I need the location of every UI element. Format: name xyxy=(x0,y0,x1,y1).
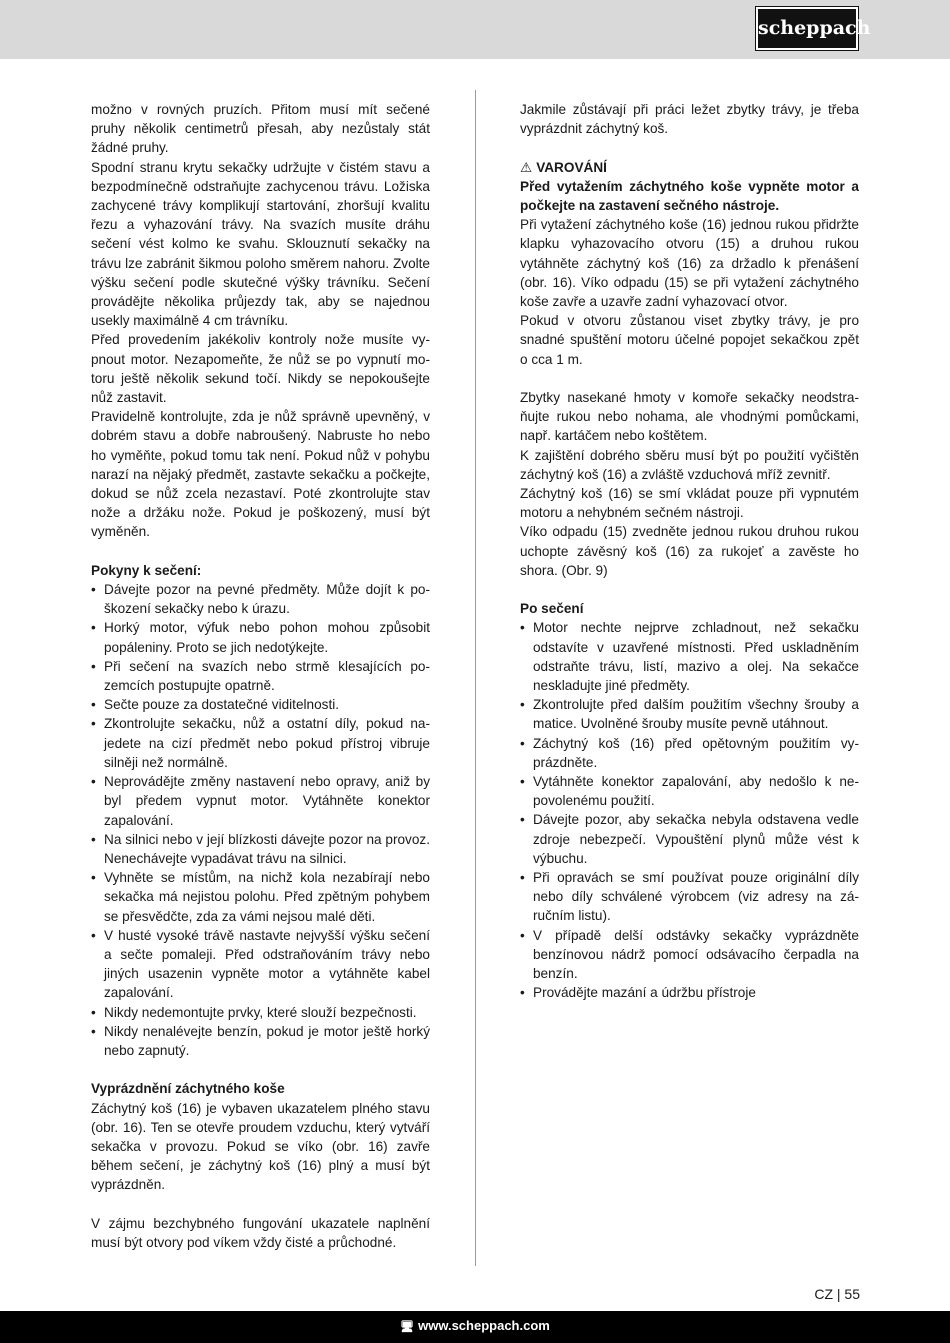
list-item: • Motor nechte nejprve zchladnout, než sekačku odstavíte v uzavřené místnosti. Před uskladněním odstraňte trávu, listí, mazivo a olej. Na sekačce neskladujte jiné předměty. xyxy=(520,618,859,695)
list-item: • Na silnici nebo v její blízkosti dávejte pozor na provoz. Nenechávejte vypadávat trávu na silnici. xyxy=(91,830,430,868)
paragraph: Jakmile zůstávají při práci ležet zbytky trávy, je třeba vyprázdnit záchytný koš. xyxy=(520,102,859,137)
list-item: • Horký motor, výfuk nebo pohon mohou způsobit popáleniny. Proto se jich nedotýkejte. xyxy=(91,618,430,656)
paragraph: Pokud v otvoru zůstanou viset zbytky trávy, je pro snadné spuštění motoru účelné popojet sekačkou zpět o cca 1 m. xyxy=(520,313,859,367)
list-item: • Zkontrolujte sekačku, nůž a ostatní díly, pokud najedete na cizí předmět nebo pokud přístroj vibruje silněji než normálně. xyxy=(91,714,430,772)
list-item: • Neprovádějte změny nastavení nebo opravy, aniž by byl předem vypnut motor. Vytáhněte konektor zapalování. xyxy=(91,772,430,830)
list-item: • Provádějte mazání a údržbu přístroje xyxy=(520,983,859,1002)
section-heading-emptying: Vyprázdnění záchytného koše xyxy=(91,1081,285,1097)
brand-logo: scheppach xyxy=(756,7,858,50)
header-bar xyxy=(0,0,950,59)
paragraph: Pravidelně kontrolujte, zda je nůž správně upevněný, v dobrém stavu a dobře nabroušený. Nabruste ho nebo ho vyměňte, pokud tomu tak není. Pokud nůž v pohybu narazí na nějaký předmět, zastavte sekačku a počkejte, dokud se nůž zcela nezastaví. Poté zkontrolujte stav nože a držáku nože. Pokud je poškozený, musí být vyměněn. xyxy=(91,409,430,540)
list-item: • Nikdy nedemontujte prvky, které slouží bezpečnosti. xyxy=(91,1003,430,1022)
footer-bar xyxy=(0,1311,950,1343)
list-item: • Záchytný koš (16) před opětovným použitím vyprázdněte. xyxy=(520,734,859,772)
website-url[interactable]: www.scheppach.com xyxy=(418,1318,550,1333)
left-column xyxy=(91,100,430,1252)
after-mowing-list xyxy=(520,618,859,1002)
list-item: • Při sečení na svazích nebo strmě klesajících pozemcích postupujte opatrně. xyxy=(91,657,430,695)
warning-icon: ⚠ xyxy=(520,159,533,175)
section-heading-after-mowing: Po sečení xyxy=(520,601,584,617)
paragraph: Víko odpadu (15) zvedněte jednou rukou druhou rukou uchopte závěsný koš (16) za rukojeť a zavěste ho shora. (Obr. 9) xyxy=(520,524,859,578)
paragraph: Záchytný koš (16) je vybaven ukazatelem plného stavu (obr. 16). Ten se otevře proudem vzduchu, který vytváří sekačka v provozu. Pokud se víko (obr. 16) zavře během sečení, je záchytný koš (16) plný a musí být vyprázdněn. xyxy=(91,1100,430,1193)
list-item: • Zkontrolujte před dalším použitím všechny šrouby a matice. Uvolněné šrouby musíte pevně utáhnout. xyxy=(520,695,859,733)
list-item: • V případě delší odstávky sekačky vyprázdněte benzínovou nádrž pomocí odsávacího čerpadla na benzín. xyxy=(520,926,859,984)
paragraph: Spodní stranu krytu sekačky udržujte v čistém stavu a bezpodmínečně odstraňujte zachycenou trávu. Ložiska zachycené trávy komplikují startování, zhoršují kvalitu řezu a vyhazování trávy. Na svazích musíte dráhu sečení vést kolmo ke svahu. Sklouznutí sekačky na trávu lze zabránit šikmou poloho směrem nahoru. Zvolte výšku sečení podle skutečné výšky trávníku. Sečení provádějte několika průjezdy tak, aby se najednou usekly maximálně 4 cm trávníku. xyxy=(91,159,430,329)
section-heading-mowing: Pokyny k sečení: xyxy=(91,562,202,578)
list-item: • Sečte pouze za dostatečné viditelnosti. xyxy=(91,695,430,714)
paragraph: Záchytný koš (16) se smí vkládat pouze při vypnutém motoru a nehybném sečném nástroji. xyxy=(520,486,859,521)
right-column xyxy=(520,100,859,1003)
mowing-list xyxy=(91,580,430,1060)
list-item: • Vyhněte se místům, na nichž kola nezabírají nebo sekačka má nejistou polohu. Před zpětným pohybem se přesvědčte, zda za vámi nejsou malé děti. xyxy=(91,868,430,926)
monitor-icon: 🖥 xyxy=(400,1321,415,1333)
list-item: • V husté vysoké trávě nastavte nejvyšší výšku sečení a sečte pomaleji. Před odstraňováním trávy nebo jiných usazenin vypněte motor a vytáhněte kabel zapalování. xyxy=(91,926,430,1003)
warning-label: VAROVÁNÍ xyxy=(536,159,607,175)
page-number: CZ | 55 xyxy=(814,1286,860,1302)
warning-heading xyxy=(520,158,859,177)
list-item: • Při opravách se smí používat pouze originální díly nebo díly schválené výrobcem (viz adresy na záručním listu). xyxy=(520,868,859,926)
list-item: • Dávejte pozor, aby sekačka nebyla odstavena vedle zdroje nebezpečí. Vypouštění plynů může vést k výbuchu. xyxy=(520,810,859,868)
paragraph: K zajištění dobrého sběru musí být po použití vyčištěn záchytný koš (16) a zvláště vzduchová mříž zevnitř. xyxy=(520,447,859,482)
paragraph: Před provedením jakékoliv kontroly nože musíte vypnout motor. Nezapomeňte, že nůž se po vypnutí motoru ještě několik sekund točí. Nikdy se nepokoušejte nůž zastavit. xyxy=(91,332,430,406)
warning-text: Před vytažením záchytného koše vypněte motor a počkejte na zastavení sečného nástroje. xyxy=(520,178,859,213)
list-item: • Vytáhněte konektor zapalování, aby nedošlo k nepovolenému použití. xyxy=(520,772,859,810)
paragraph: Zbytky nasekané hmoty v komoře sekačky neodstraňujte rukou nebo nohama, ale vhodnými pomůckami, např. kartáčem nebo koštětem. xyxy=(520,390,859,444)
paragraph: Při vytažení záchytného koše (16) jednou rukou přidržte klapku vyhazovacího otvoru (15) a druhou rukou vytáhněte záchytný koš (16) za držadlo k přenášení (obr. 16). Víko odpadu (15) se při vytažení záchytného koše zavře a uzavře zadní vyhazovací otvor. xyxy=(520,217,859,310)
paragraph: možno v rovných pruzích. Přitom musí mít sečené pruhy několik centimetrů přesah, aby nezůstaly stát žádné pruhy. xyxy=(91,102,430,156)
list-item: • Nikdy nenalévejte benzín, pokud je motor ještě horký nebo zapnutý. xyxy=(91,1022,430,1060)
list-item: • Dávejte pozor na pevné předměty. Může dojít k poškození sekačky nebo k úrazu. xyxy=(91,580,430,618)
column-divider xyxy=(475,90,476,1266)
paragraph: V zájmu bezchybného fungování ukazatele naplnění musí být otvory pod víkem vždy čisté a průchodné. xyxy=(91,1215,430,1250)
